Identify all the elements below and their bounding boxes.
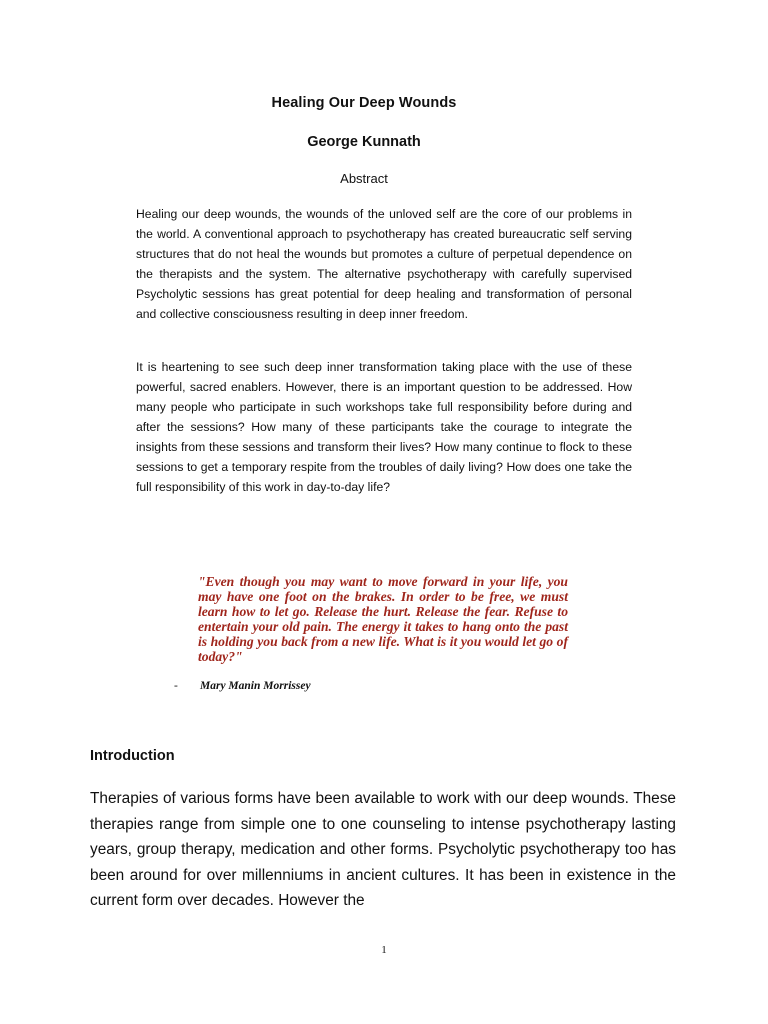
page-number: 1 xyxy=(381,944,387,956)
introduction-paragraph: Therapies of various forms have been available to work with our deep wounds. These therapies range from simple one to one counseling to intense psychotherapy lasting years, group therapy, medication and other forms. Psycholytic psychotherapy too has been around for over millenniums in ancient cultures. It has been in existence in the current form over decades. However the xyxy=(90,790,676,909)
quote-attribution xyxy=(174,680,311,692)
abstract-heading: Abstract xyxy=(340,171,388,186)
abstract-paragraph-2: It is heartening to see such deep inner transformation taking place with the use of these powerful, sacred enablers. However, there is an important question to be addressed. How many people who participate in such workshops take full responsibility before during and after the sessions? How many of these participants take the courage to integrate the insights from these sessions and transform their lives? How many continue to flock to these sessions to get a temporary respite from the troubles of daily living? How does one take the full responsibility of this work in day-to-day life? xyxy=(136,360,632,494)
author-name: George Kunnath xyxy=(307,134,421,150)
epigraph-quote: "Even though you may want to move forward in your life, you may have one foot on the brakes. In order to be free, we must learn how to let go. Release the hurt. Release the fear. Refuse to entertain your old pain. The energy it takes to hang onto the past is holding you back from a new life. What is it you would let go of today?" xyxy=(198,574,568,664)
document-title: Healing Our Deep Wounds xyxy=(271,95,457,111)
attribution-author: Mary Manin Morrissey xyxy=(200,680,311,692)
introduction-heading: Introduction xyxy=(90,748,175,764)
abstract-paragraph-1: Healing our deep wounds, the wounds of the unloved self are the core of our problems in the world. A conventional approach to psychotherapy has created bureaucratic self serving structures that do not heal the wounds but promotes a culture of perpetual dependence on the therapists and the system. The alternative psychotherapy with carefully supervised Psycholytic sessions has great potential for deep healing and transformation of personal and collective consciousness resulting in deep inner freedom. xyxy=(136,207,632,321)
attribution-dash: - xyxy=(174,680,178,692)
